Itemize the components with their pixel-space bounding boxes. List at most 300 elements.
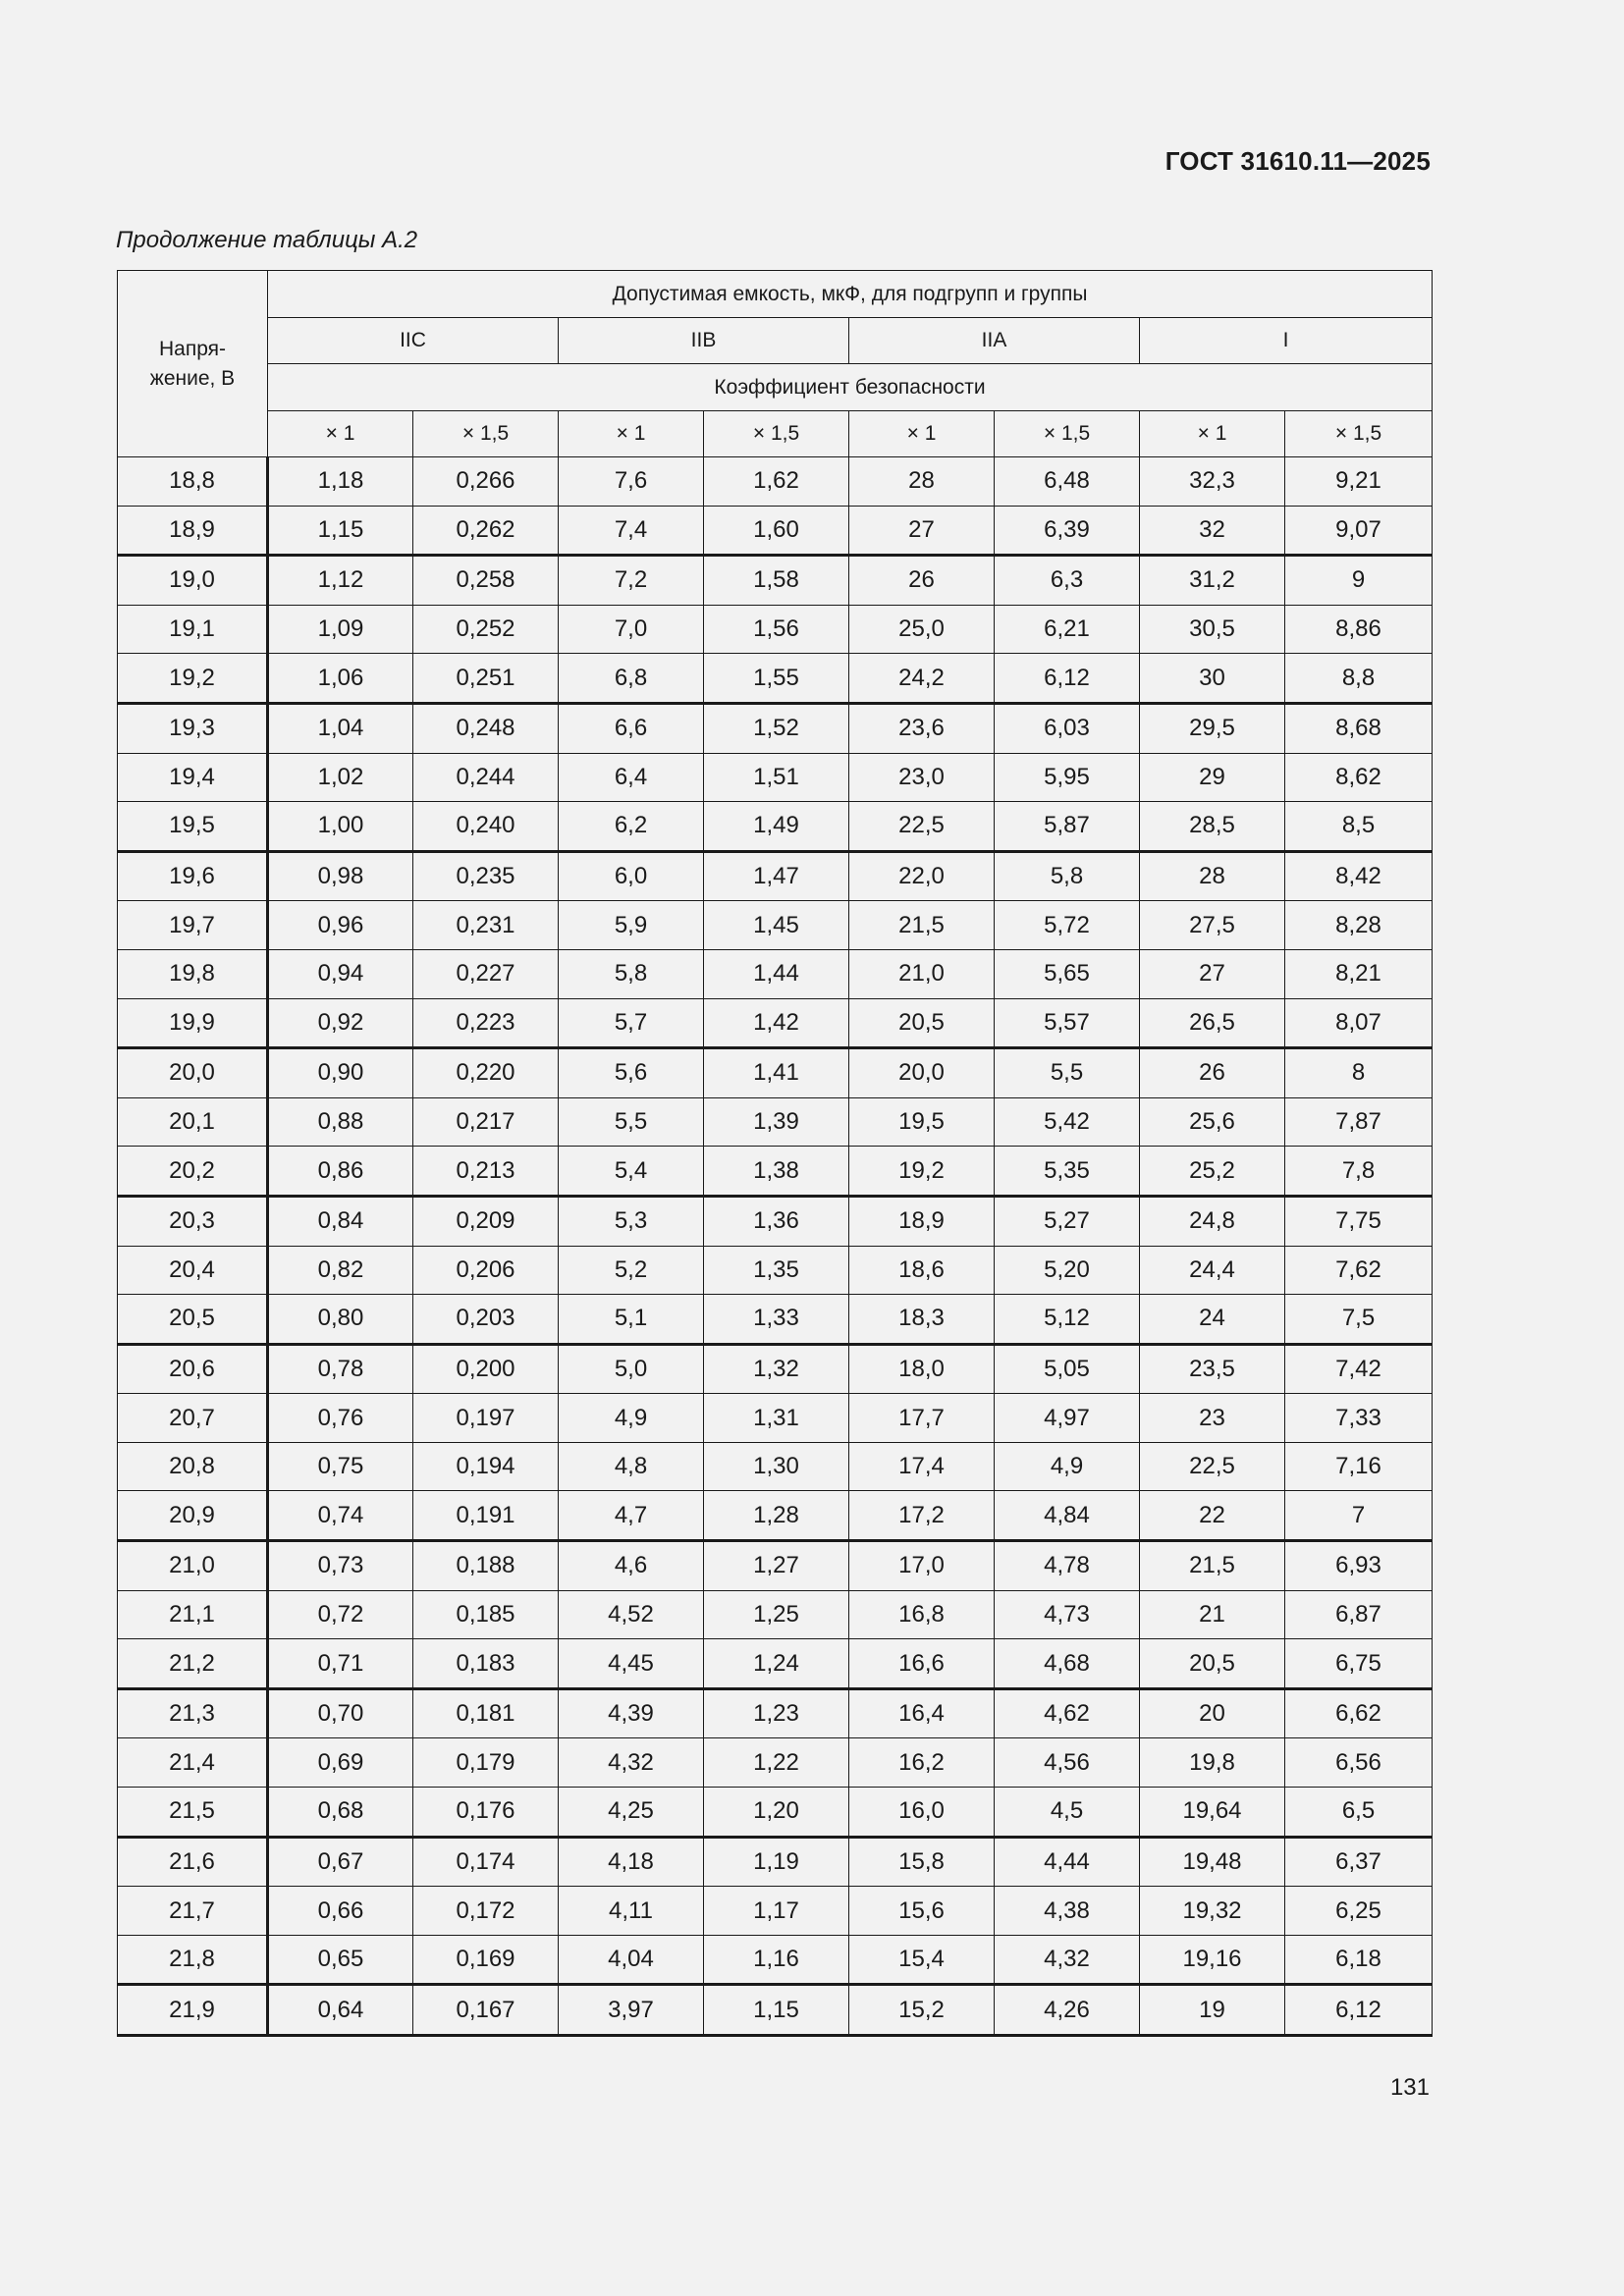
capacity-cell: 4,44 [995,1837,1140,1887]
capacity-cell: 19,2 [849,1147,995,1197]
capacity-cell: 1,58 [704,556,849,606]
voltage-cell: 21,0 [118,1541,268,1591]
capacity-cell: 19,8 [1140,1738,1285,1788]
capacity-cell: 4,7 [559,1491,704,1541]
capacity-cell: 22,5 [849,802,995,852]
capacity-cell: 18,3 [849,1295,995,1345]
capacity-cell: 5,4 [559,1147,704,1197]
voltage-cell: 20,2 [118,1147,268,1197]
capacity-cell: 6,0 [559,851,704,901]
table-row [118,1985,1433,2036]
voltage-cell: 21,2 [118,1639,268,1689]
table-row [118,802,1433,852]
capacity-cell: 0,197 [413,1394,559,1443]
capacity-cell: 30,5 [1140,605,1285,654]
voltage-cell: 18,9 [118,506,268,556]
factor-header: × 1,5 [1285,411,1433,457]
group-header: IIB [559,318,849,364]
capacity-cell: 26 [1140,1048,1285,1098]
capacity-cell: 1,52 [704,703,849,753]
capacity-cell: 0,188 [413,1541,559,1591]
capacity-cell: 0,88 [268,1097,413,1147]
capacity-cell: 21 [1140,1590,1285,1639]
capacity-cell: 0,252 [413,605,559,654]
voltage-cell: 21,3 [118,1688,268,1738]
table-row [118,1394,1433,1443]
table-row [118,1590,1433,1639]
capacity-cell: 5,6 [559,1048,704,1098]
capacity-cell: 7 [1285,1491,1433,1541]
capacity-cell: 1,56 [704,605,849,654]
table-row [118,1738,1433,1788]
capacity-cell: 5,42 [995,1097,1140,1147]
capacity-cell: 20 [1140,1688,1285,1738]
capacity-cell: 23,0 [849,753,995,802]
capacity-cell: 27,5 [1140,901,1285,950]
table-row [118,703,1433,753]
capacity-cell: 8,42 [1285,851,1433,901]
capacity-cell: 1,42 [704,998,849,1048]
capacity-cell: 0,244 [413,753,559,802]
capacity-cell: 6,5 [1285,1788,1433,1838]
capacity-cell: 0,258 [413,556,559,606]
voltage-cell: 19,8 [118,949,268,998]
capacity-cell: 1,12 [268,556,413,606]
groups-header-row [118,318,1433,364]
capacity-cell: 0,78 [268,1344,413,1394]
voltage-cell: 21,4 [118,1738,268,1788]
capacity-cell: 4,39 [559,1688,704,1738]
capacity-cell: 5,7 [559,998,704,1048]
capacity-cell: 5,1 [559,1295,704,1345]
voltage-cell: 20,1 [118,1097,268,1147]
capacity-cell: 18,9 [849,1196,995,1246]
capacity-cell: 15,4 [849,1935,995,1985]
capacity-cell: 0,227 [413,949,559,998]
capacity-cell: 4,18 [559,1837,704,1887]
capacity-cell: 0,231 [413,901,559,950]
table-row [118,949,1433,998]
capacity-cell: 7,33 [1285,1394,1433,1443]
capacity-cell: 0,98 [268,851,413,901]
capacity-cell: 1,38 [704,1147,849,1197]
table-row [118,753,1433,802]
voltage-cell: 20,5 [118,1295,268,1345]
capacity-cell: 6,87 [1285,1590,1433,1639]
capacity-cell: 0,183 [413,1639,559,1689]
capacity-cell: 0,194 [413,1442,559,1491]
voltage-cell: 19,4 [118,753,268,802]
capacity-cell: 19,16 [1140,1935,1285,1985]
capacity-cell: 0,67 [268,1837,413,1887]
capacity-cell: 20,0 [849,1048,995,1098]
capacity-cell: 3,97 [559,1985,704,2036]
factor-header: × 1,5 [704,411,849,457]
capacity-cell: 27 [1140,949,1285,998]
capacity-cell: 6,8 [559,654,704,704]
capacity-cell: 0,169 [413,1935,559,1985]
capacity-cell: 6,18 [1285,1935,1433,1985]
capacity-cell: 0,251 [413,654,559,704]
capacity-cell: 24 [1140,1295,1285,1345]
capacity-cell: 8,62 [1285,753,1433,802]
capacity-cell: 0,72 [268,1590,413,1639]
capacity-cell: 0,70 [268,1688,413,1738]
capacity-cell: 6,12 [1285,1985,1433,2036]
table-row [118,654,1433,704]
capacity-cell: 1,36 [704,1196,849,1246]
capacity-cell: 0,66 [268,1887,413,1936]
capacity-cell: 0,76 [268,1394,413,1443]
voltage-cell: 20,0 [118,1048,268,1098]
voltage-cell: 19,6 [118,851,268,901]
table-row [118,1344,1433,1394]
capacity-cell: 1,27 [704,1541,849,1591]
capacity-cell: 5,95 [995,753,1140,802]
capacity-cell: 4,56 [995,1738,1140,1788]
capacity-cell: 0,74 [268,1491,413,1541]
capacity-cell: 5,2 [559,1246,704,1295]
capacity-cell: 0,68 [268,1788,413,1838]
capacity-cell: 15,8 [849,1837,995,1887]
capacity-cell: 9 [1285,556,1433,606]
capacity-cell: 7,6 [559,457,704,507]
page-number: 131 [1389,2074,1430,2101]
capacity-cell: 1,06 [268,654,413,704]
table-row [118,506,1433,556]
capacity-cell: 5,8 [559,949,704,998]
capacity-cell: 1,49 [704,802,849,852]
capacity-cell: 0,174 [413,1837,559,1887]
capacity-cell: 6,6 [559,703,704,753]
capacity-cell: 5,5 [559,1097,704,1147]
capacity-cell: 7,2 [559,556,704,606]
table-row [118,1097,1433,1147]
table-caption: Продолжение таблицы А.2 [116,227,418,253]
capacity-cell: 0,217 [413,1097,559,1147]
capacity-cell: 21,5 [849,901,995,950]
capacity-cell: 1,47 [704,851,849,901]
capacity-cell: 1,15 [268,506,413,556]
capacity-cell: 5,87 [995,802,1140,852]
capacity-cell: 19,64 [1140,1788,1285,1838]
table-row [118,1688,1433,1738]
capacity-cell: 8,68 [1285,703,1433,753]
capacity-cell: 4,11 [559,1887,704,1936]
capacity-cell: 1,20 [704,1788,849,1838]
capacity-cell: 1,62 [704,457,849,507]
capacity-cell: 1,33 [704,1295,849,1345]
capacity-cell: 0,181 [413,1688,559,1738]
capacity-cell: 4,32 [995,1935,1140,1985]
table-row [118,998,1433,1048]
capacity-cell: 7,8 [1285,1147,1433,1197]
capacity-cell: 8 [1285,1048,1433,1098]
capacity-cell: 7,42 [1285,1344,1433,1394]
capacity-cell: 0,71 [268,1639,413,1689]
factor-header: × 1,5 [413,411,559,457]
capacity-cell: 6,3 [995,556,1140,606]
capacity-cell: 0,64 [268,1985,413,2036]
capacity-cell: 0,176 [413,1788,559,1838]
capacity-cell: 4,78 [995,1541,1140,1591]
capacity-cell: 4,38 [995,1887,1140,1936]
table-row [118,605,1433,654]
capacity-cell: 9,07 [1285,506,1433,556]
capacity-cell: 8,07 [1285,998,1433,1048]
capacity-header: Допустимая емкость, мкФ, для подгрупп и группы [268,271,1433,318]
capacity-cell: 28 [1140,851,1285,901]
capacity-cell: 7,5 [1285,1295,1433,1345]
capacity-cell: 1,22 [704,1738,849,1788]
capacity-cell: 4,62 [995,1688,1140,1738]
voltage-cell: 21,7 [118,1887,268,1936]
voltage-cell: 19,2 [118,654,268,704]
capacity-cell: 0,223 [413,998,559,1048]
capacity-cell: 23,5 [1140,1344,1285,1394]
capacity-cell: 1,04 [268,703,413,753]
capacity-cell: 0,86 [268,1147,413,1197]
capacity-cell: 15,6 [849,1887,995,1936]
capacity-cell: 1,55 [704,654,849,704]
capacity-cell: 0,69 [268,1738,413,1788]
capacity-cell: 1,60 [704,506,849,556]
table-row [118,1246,1433,1295]
capacity-cell: 0,213 [413,1147,559,1197]
capacity-cell: 7,75 [1285,1196,1433,1246]
capacity-cell: 0,167 [413,1985,559,2036]
capacity-cell: 16,4 [849,1688,995,1738]
table-row [118,901,1433,950]
voltage-cell: 21,1 [118,1590,268,1639]
capacity-cell: 0,209 [413,1196,559,1246]
capacity-cell: 17,7 [849,1394,995,1443]
factor-header: × 1 [849,411,995,457]
capacity-cell: 1,41 [704,1048,849,1098]
capacity-cell: 17,4 [849,1442,995,1491]
capacity-cell: 4,8 [559,1442,704,1491]
capacity-cell: 17,2 [849,1491,995,1541]
capacity-cell: 5,27 [995,1196,1140,1246]
capacity-cell: 1,15 [704,1985,849,2036]
capacity-cell: 6,03 [995,703,1140,753]
capacity-cell: 19 [1140,1985,1285,2036]
capacity-cell: 19,48 [1140,1837,1285,1887]
capacity-cell: 0,220 [413,1048,559,1098]
capacity-cell: 0,185 [413,1590,559,1639]
capacity-cell: 1,28 [704,1491,849,1541]
capacity-cell: 19,32 [1140,1887,1285,1936]
capacity-cell: 5,35 [995,1147,1140,1197]
capacity-cell: 6,21 [995,605,1140,654]
capacity-cell: 0,82 [268,1246,413,1295]
capacity-cell: 8,5 [1285,802,1433,852]
capacity-cell: 0,179 [413,1738,559,1788]
capacity-cell: 5,72 [995,901,1140,950]
capacity-cell: 7,16 [1285,1442,1433,1491]
capacity-cell: 7,87 [1285,1097,1433,1147]
capacity-cell: 1,00 [268,802,413,852]
capacity-cell: 0,266 [413,457,559,507]
capacity-cell: 22,0 [849,851,995,901]
capacity-cell: 5,8 [995,851,1140,901]
capacity-cell: 16,6 [849,1639,995,1689]
table-row [118,1788,1433,1838]
capacity-cell: 1,19 [704,1837,849,1887]
capacity-cell: 7,0 [559,605,704,654]
capacity-cell: 5,20 [995,1246,1140,1295]
voltage-cell: 19,5 [118,802,268,852]
capacity-cell: 0,206 [413,1246,559,1295]
capacity-cell: 4,32 [559,1738,704,1788]
capacity-cell: 0,235 [413,851,559,901]
capacity-cell: 5,9 [559,901,704,950]
voltage-header-text: Напря- жение, В [149,337,236,390]
capacity-cell: 1,09 [268,605,413,654]
capacity-cell: 0,84 [268,1196,413,1246]
capacity-cell: 18,0 [849,1344,995,1394]
factor-header: × 1,5 [995,411,1140,457]
capacity-cell: 8,28 [1285,901,1433,950]
capacitance-table [117,270,1433,2037]
capacity-cell: 24,8 [1140,1196,1285,1246]
group-header: IIA [849,318,1140,364]
capacity-cell: 0,191 [413,1491,559,1541]
capacity-cell: 4,73 [995,1590,1140,1639]
factor-header: × 1 [1140,411,1285,457]
capacity-cell: 22 [1140,1491,1285,1541]
capacity-cell: 24,2 [849,654,995,704]
capacity-cell: 6,25 [1285,1887,1433,1936]
capacity-cell: 0,75 [268,1442,413,1491]
capacity-cell: 5,0 [559,1344,704,1394]
capacity-cell: 30 [1140,654,1285,704]
capacity-cell: 28,5 [1140,802,1285,852]
capacity-cell: 20,5 [1140,1639,1285,1689]
table-row [118,1935,1433,1985]
factors-header-row [118,411,1433,457]
capacity-cell: 0,73 [268,1541,413,1591]
capacity-cell: 23 [1140,1394,1285,1443]
voltage-cell: 20,7 [118,1394,268,1443]
group-header: IIC [268,318,559,364]
capacity-cell: 6,56 [1285,1738,1433,1788]
table-row [118,1442,1433,1491]
capacity-cell: 4,25 [559,1788,704,1838]
capacity-cell: 25,6 [1140,1097,1285,1147]
voltage-cell: 20,8 [118,1442,268,1491]
factor-header: × 1 [268,411,413,457]
voltage-cell: 20,6 [118,1344,268,1394]
safety-factor-header: Коэффициент безопасности [268,364,1433,411]
table-row [118,1147,1433,1197]
capacity-cell: 1,17 [704,1887,849,1936]
capacity-cell: 0,240 [413,802,559,852]
capacity-cell: 0,92 [268,998,413,1048]
capacity-cell: 4,26 [995,1985,1140,2036]
capacity-cell: 8,8 [1285,654,1433,704]
capacity-cell: 0,80 [268,1295,413,1345]
capacity-cell: 7,62 [1285,1246,1433,1295]
capacity-cell: 18,6 [849,1246,995,1295]
capacity-cell: 0,96 [268,901,413,950]
capacity-cell: 6,39 [995,506,1140,556]
capacity-cell: 8,86 [1285,605,1433,654]
table-row [118,1295,1433,1345]
factor-header: × 1 [559,411,704,457]
capacity-cell: 4,04 [559,1935,704,1985]
table-row [118,1541,1433,1591]
table-row [118,457,1433,507]
capacity-cell: 5,3 [559,1196,704,1246]
capacity-cell: 16,8 [849,1590,995,1639]
capacity-cell: 7,4 [559,506,704,556]
capacity-cell: 26 [849,556,995,606]
voltage-cell: 21,6 [118,1837,268,1887]
capacity-cell: 17,0 [849,1541,995,1591]
voltage-cell: 20,3 [118,1196,268,1246]
capacity-cell: 0,203 [413,1295,559,1345]
table-row [118,556,1433,606]
table-row [118,1639,1433,1689]
capacity-cell: 21,0 [849,949,995,998]
capacity-cell: 6,75 [1285,1639,1433,1689]
capacity-cell: 4,6 [559,1541,704,1591]
capacity-cell: 1,45 [704,901,849,950]
voltage-cell: 19,3 [118,703,268,753]
table-body [118,457,1433,2036]
capacity-cell: 21,5 [1140,1541,1285,1591]
capacity-cell: 0,172 [413,1887,559,1936]
capacity-cell: 5,05 [995,1344,1140,1394]
voltage-cell: 20,9 [118,1491,268,1541]
capacity-cell: 16,2 [849,1738,995,1788]
capacity-cell: 5,65 [995,949,1140,998]
voltage-cell: 19,9 [118,998,268,1048]
capacity-cell: 1,31 [704,1394,849,1443]
capacity-cell: 4,97 [995,1394,1140,1443]
voltage-cell: 19,0 [118,556,268,606]
capacity-cell: 22,5 [1140,1442,1285,1491]
capacity-cell: 6,12 [995,654,1140,704]
capacity-cell: 27 [849,506,995,556]
group-header: I [1140,318,1433,364]
capacity-cell: 0,94 [268,949,413,998]
voltage-cell: 21,8 [118,1935,268,1985]
capacity-cell: 29 [1140,753,1285,802]
capacity-cell: 28 [849,457,995,507]
table-row [118,1048,1433,1098]
table-row [118,1196,1433,1246]
capacity-cell: 6,93 [1285,1541,1433,1591]
voltage-cell: 20,4 [118,1246,268,1295]
capacity-cell: 5,57 [995,998,1140,1048]
capacity-cell: 24,4 [1140,1246,1285,1295]
capacity-cell: 0,262 [413,506,559,556]
capacity-cell: 4,9 [559,1394,704,1443]
capacity-cell: 1,44 [704,949,849,998]
table-row [118,1887,1433,1936]
capacity-cell: 1,23 [704,1688,849,1738]
capacity-cell: 1,18 [268,457,413,507]
document-code: ГОСТ 31610.11—2025 [1164,146,1431,176]
capacity-cell: 6,48 [995,457,1140,507]
capacity-cell: 0,200 [413,1344,559,1394]
capacity-cell: 15,2 [849,1985,995,2036]
capacity-cell: 4,68 [995,1639,1140,1689]
capacity-cell: 1,16 [704,1935,849,1985]
capacity-cell: 0,65 [268,1935,413,1985]
